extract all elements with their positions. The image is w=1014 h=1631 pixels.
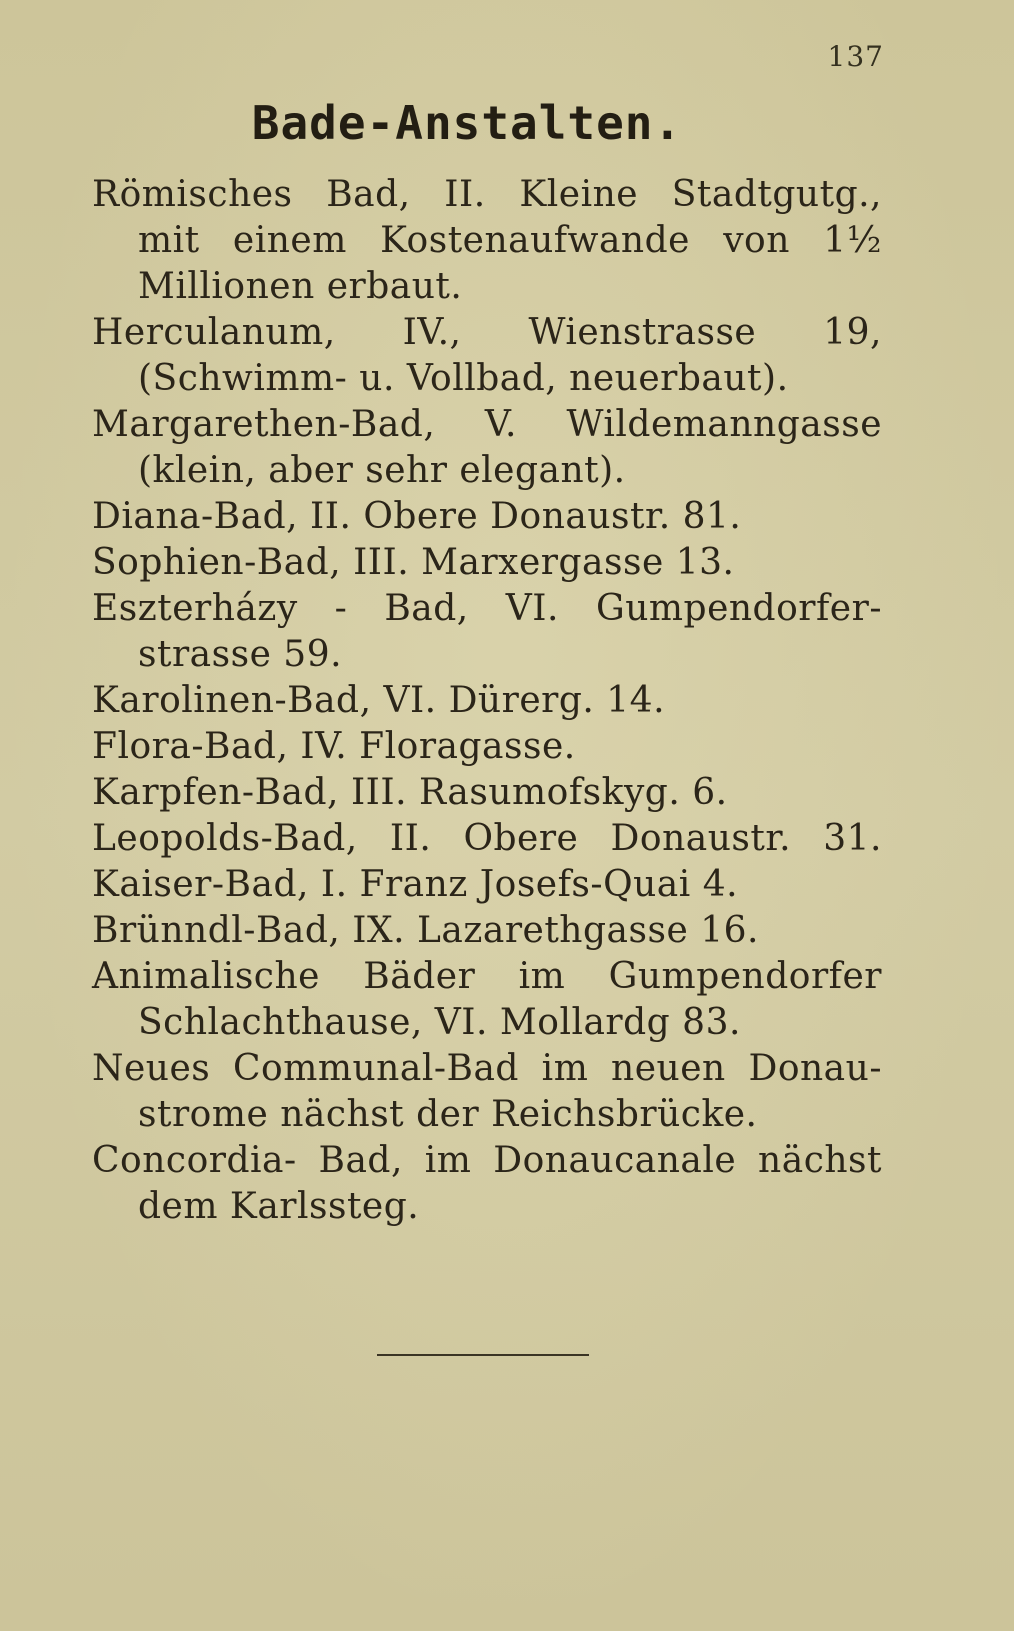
entry-line: mit einem Kostenaufwande von 1½	[138, 220, 882, 261]
entry-line: Diana-Bad, II. Obere Donaustr. 81.	[92, 496, 742, 537]
list-item	[92, 816, 882, 862]
entry-line: Concordia- Bad, im Donaucanale nächst	[92, 1140, 882, 1181]
page-title: Bade-Anstalten.	[251, 96, 683, 150]
entry-line: Kaiser-Bad, I. Franz Josefs-Quai 4.	[92, 864, 739, 905]
entry-line: (klein, aber sehr elegant).	[138, 450, 626, 491]
entry-line: Millionen erbaut.	[138, 266, 463, 307]
list-item	[92, 724, 882, 770]
list-item	[92, 402, 882, 494]
entry-line: Leopolds-Bad, II. Obere Donaustr. 31.	[92, 818, 882, 859]
entry-line: Schlachthause, VI. Mollardg 83.	[138, 1002, 741, 1043]
end-divider	[377, 1354, 589, 1356]
list-item	[92, 310, 882, 402]
list-item	[92, 908, 882, 954]
entry-line: Herculanum, IV., Wienstrasse 19,	[92, 312, 882, 353]
entry-line: strome nächst der Reichsbrücke.	[138, 1094, 758, 1135]
list-item	[92, 1046, 882, 1138]
entry-line: Sophien-Bad, III. Marxergasse 13.	[92, 542, 735, 583]
entry-line: Neues Communal-Bad im neuen Donau-	[92, 1048, 882, 1089]
entry-line: Eszterházy - Bad, VI. Gumpendorfer-	[92, 588, 882, 629]
bath-list	[92, 172, 882, 1230]
entry-line: Karolinen-Bad, VI. Dürerg. 14.	[92, 680, 666, 721]
entry-line: Brünndl-Bad, IX. Lazarethgasse 16.	[92, 910, 759, 951]
entry-line: Flora-Bad, IV. Floragasse.	[92, 726, 576, 767]
list-item	[92, 770, 882, 816]
entry-line: Animalische Bäder im Gumpendorfer	[92, 956, 882, 997]
list-item	[92, 540, 882, 586]
entry-line: (Schwimm- u. Vollbad, neuerbaut).	[138, 358, 789, 399]
entry-line: Margarethen-Bad, V. Wildemanngasse	[92, 404, 882, 445]
list-item	[92, 954, 882, 1046]
entry-line: Römisches Bad, II. Kleine Stadtgutg.,	[92, 174, 882, 215]
list-item	[92, 494, 882, 540]
page-number: 137	[827, 40, 884, 73]
entry-line: dem Karlssteg.	[138, 1186, 420, 1227]
entry-line: Karpfen-Bad, III. Rasumofskyg. 6.	[92, 772, 728, 813]
list-item	[92, 862, 882, 908]
list-item	[92, 586, 882, 678]
list-item	[92, 678, 882, 724]
list-item	[92, 172, 882, 310]
list-item	[92, 1138, 882, 1230]
entry-line: strasse 59.	[138, 634, 343, 675]
